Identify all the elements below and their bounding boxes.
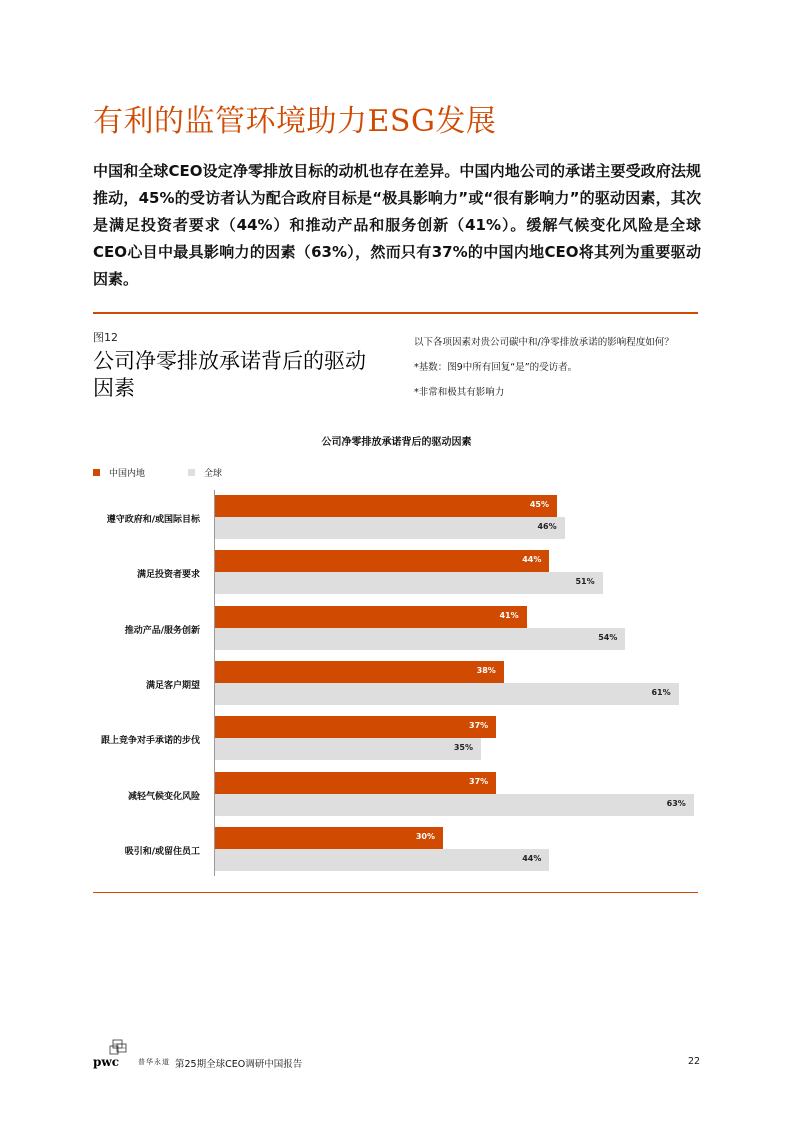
figure-influence-note: *非常和极其有影响力 <box>414 387 505 398</box>
category-label: 推动产品/服务创新 <box>124 625 200 636</box>
data-label: 37% <box>469 721 489 731</box>
legend-swatch-global <box>188 469 195 476</box>
chart-title: 公司净零排放承诺背后的驱动因素 <box>321 437 472 448</box>
bar-global <box>215 794 694 816</box>
category-label: 吸引和/或留住员工 <box>124 846 200 857</box>
footer-motto: 普华永道 <box>138 1058 170 1066</box>
data-label: 61% <box>651 687 671 697</box>
category-label: 减轻气候变化风险 <box>127 791 200 802</box>
data-label: 35% <box>453 743 473 753</box>
bar-global <box>215 738 481 760</box>
data-label: 46% <box>537 522 557 531</box>
category-label: 遵守政府和/或国际目标 <box>106 515 200 525</box>
category-label: 满足客户期望 <box>145 680 200 691</box>
data-label: 41% <box>499 610 519 620</box>
data-label: 45% <box>529 500 549 509</box>
legend-item-global <box>188 466 222 479</box>
category-label: 满足投资者要求 <box>136 570 200 581</box>
legend-item-china <box>93 466 145 479</box>
section-rule-top <box>93 312 698 314</box>
bar-china <box>215 495 557 517</box>
legend-label-china: 中国内地 <box>109 469 146 479</box>
legend-label-global: 全球 <box>204 469 223 479</box>
figure-question: 以下各项因素对贵公司碳中和/净零排放承诺的影响程度如何？ <box>414 337 674 348</box>
data-label: 44% <box>522 853 542 863</box>
data-label: 51% <box>575 577 595 587</box>
figure-title: 公司净零排放承诺背后的驱动因素 <box>93 349 366 400</box>
data-label: 44% <box>522 555 542 565</box>
bar-global <box>215 628 625 650</box>
footer-report-title: 第25期全球CEO调研中国报告 <box>175 1059 303 1070</box>
bar-china <box>215 661 504 683</box>
data-label: 63% <box>666 798 686 808</box>
intro-paragraph: 中国和全球CEO设定净零排放目标的动机也存在差异。中国内地公司的承诺主要受政府法规推动，45%的受访者认为配合政府目标是“极具影响力”或“很有影响力”的驱动因素，其次是满足投资者要求（44%）和推动产品和服务创新（41%）。缓解气候变化风险是全球CEO心目中最具影响力的因素（63%），然而只有37%的中国内地CEO将其列为重要驱动因素。 <box>93 162 701 288</box>
bar-china <box>215 606 527 628</box>
bar-china <box>215 772 496 794</box>
page-title: 有利的监管环境助力ESG发展 <box>93 104 497 139</box>
bar-global <box>215 517 565 539</box>
figure-base-note: *基数：图9中所有回复“是”的受访者。 <box>414 362 578 373</box>
pwc-logo-text: pwc <box>93 1055 120 1069</box>
data-label: 54% <box>598 632 618 642</box>
bar-china <box>215 550 549 572</box>
data-label: 38% <box>476 665 496 675</box>
section-rule-bottom <box>93 892 698 893</box>
data-label: 30% <box>415 831 435 841</box>
bar-global <box>215 683 679 705</box>
data-label: 37% <box>469 776 489 786</box>
bar-china <box>215 827 443 849</box>
legend-swatch-china <box>93 469 100 476</box>
figure-label: 图12 <box>93 331 118 344</box>
page-number: 22 <box>688 1056 701 1067</box>
category-label: 跟上竞争对手承诺的步伐 <box>100 736 200 747</box>
pwc-logo <box>93 1039 133 1069</box>
bar-global <box>215 572 603 594</box>
bar-china <box>215 716 496 738</box>
bar-global <box>215 849 549 871</box>
